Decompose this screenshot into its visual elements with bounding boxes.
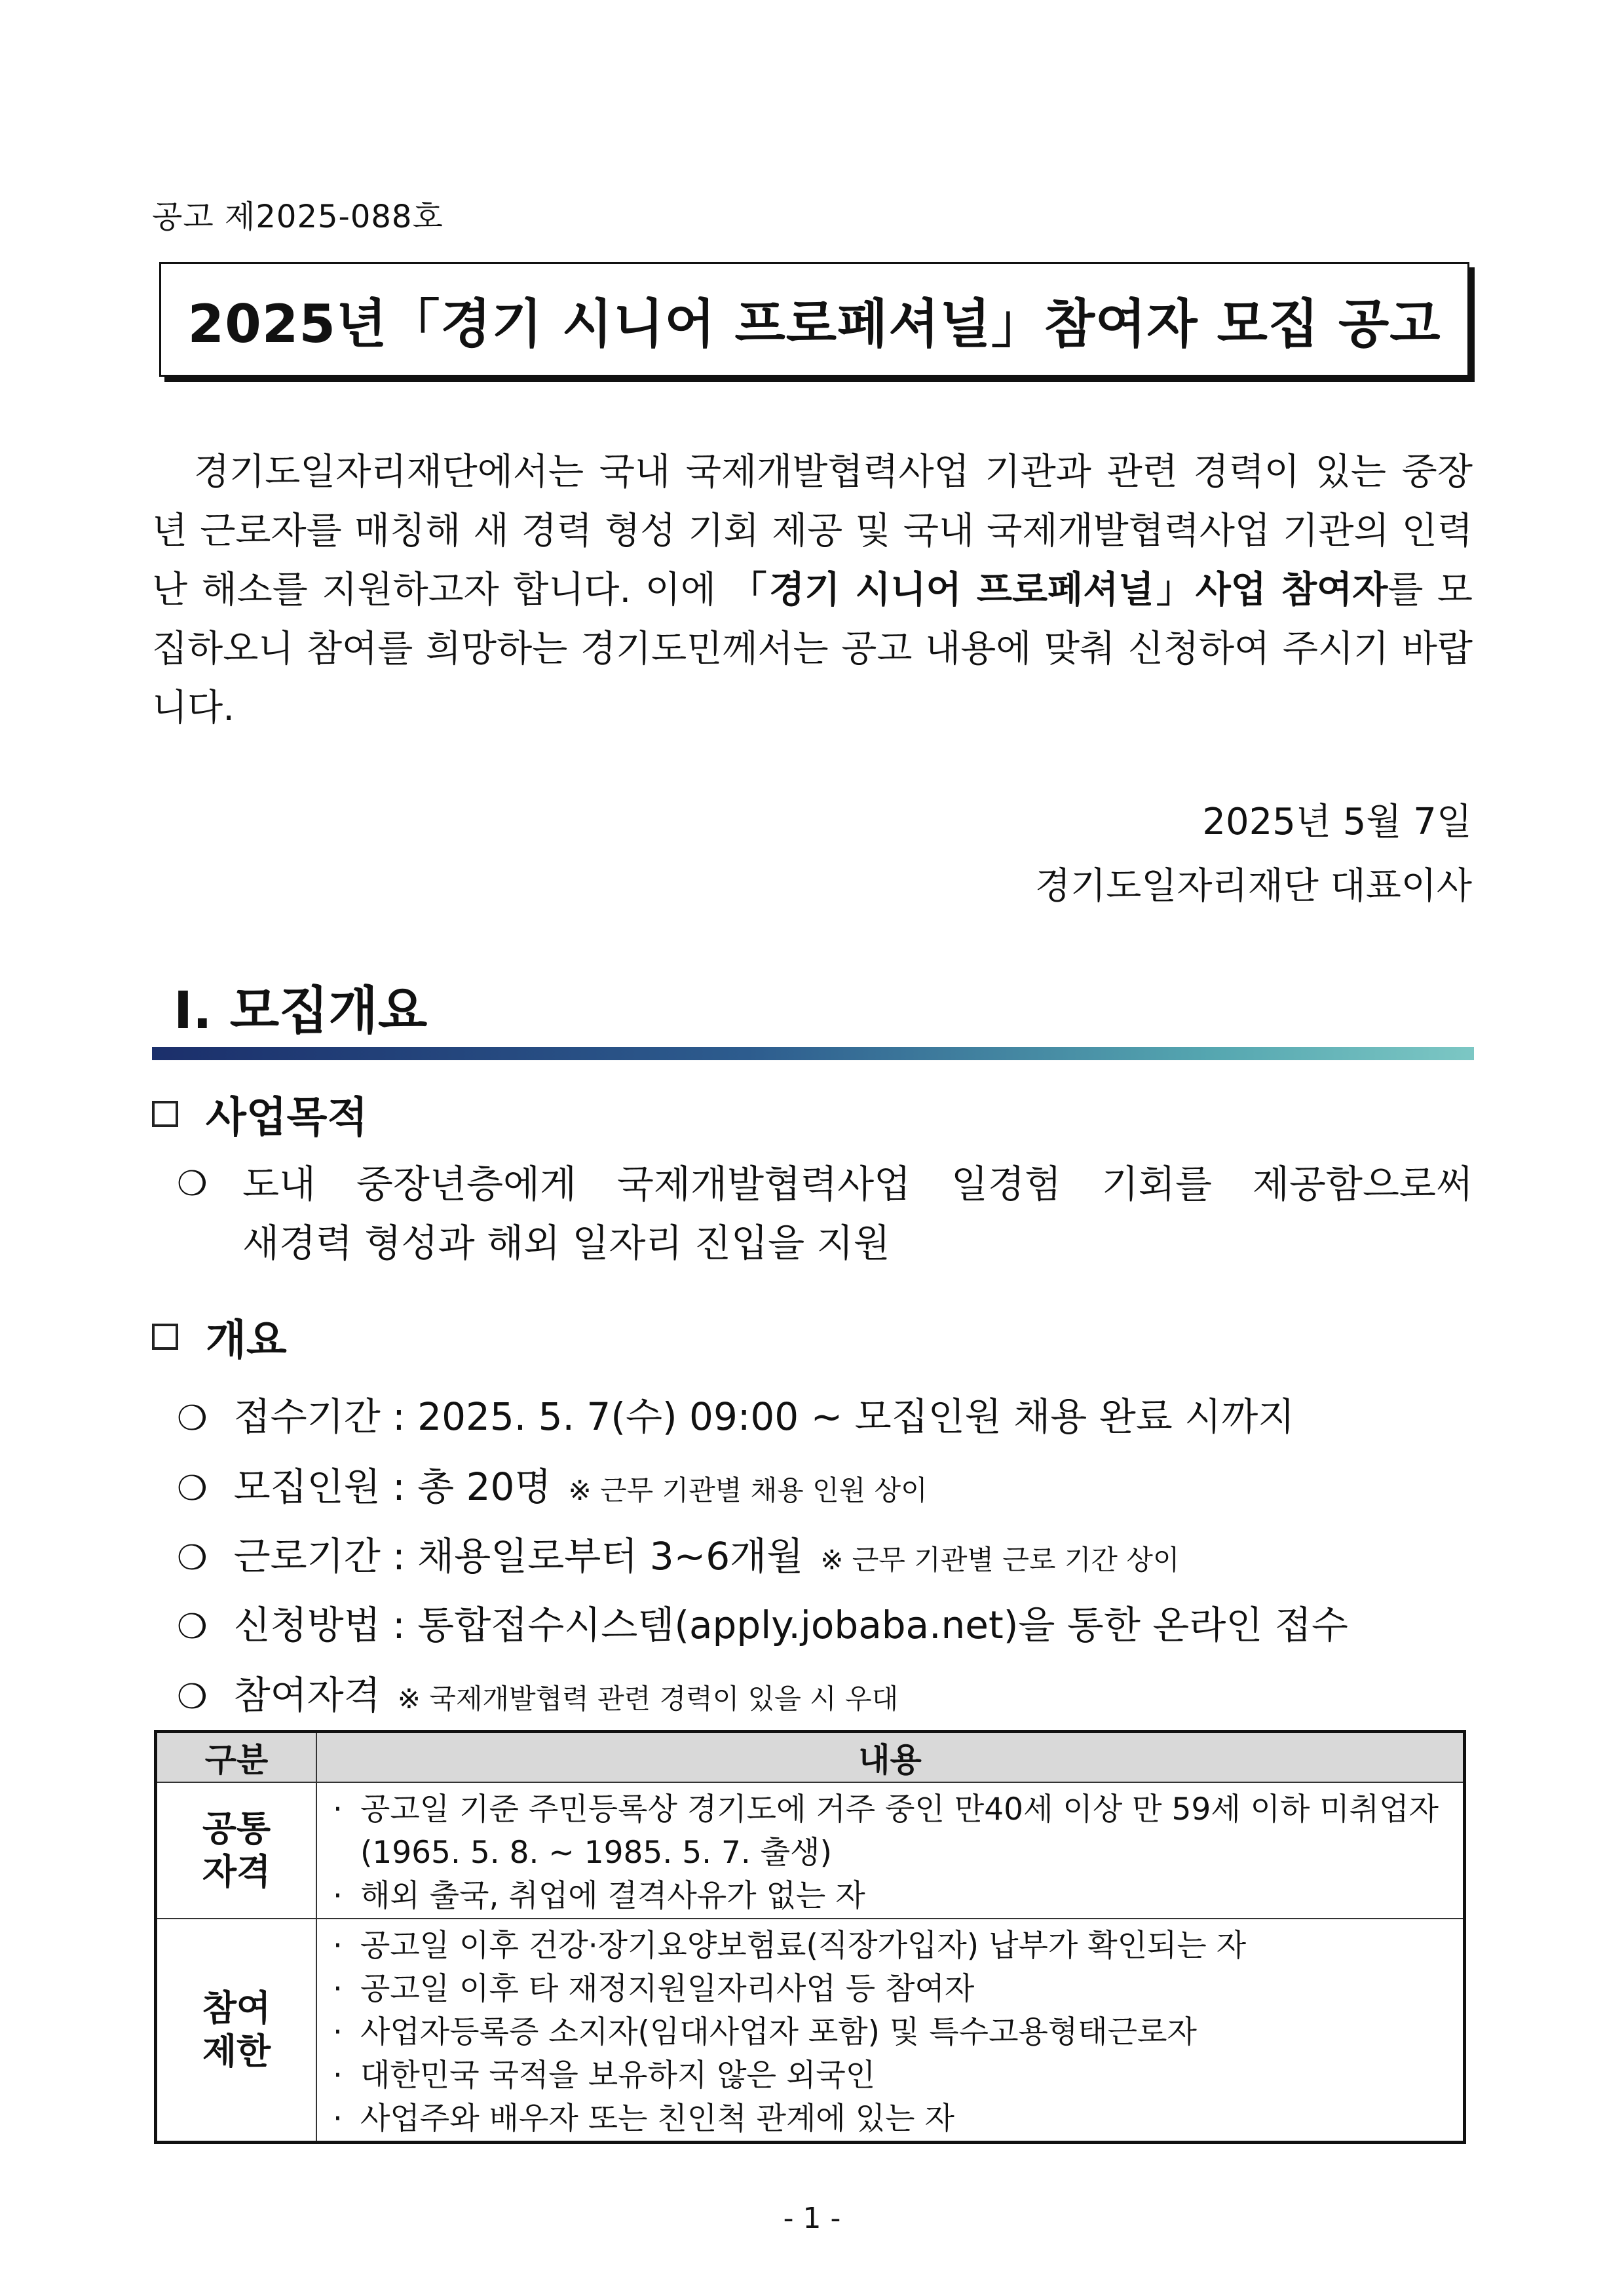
list-item-text: 공고일 이후 타 재정지원일자리사업 등 참여자: [360, 1971, 975, 2007]
list-item-text: 해외 출국, 취업에 결격사유가 없는 자: [360, 1878, 865, 1914]
circle-bullet-icon: ❍: [177, 1399, 208, 1438]
overview-value: 채용일로부터 3~6개월: [417, 1534, 804, 1578]
overview-label: 참여자격: [233, 1673, 381, 1717]
category-participation-restriction: 참여 제한: [202, 1987, 271, 2072]
list-item-text: 사업주와 배우자 또는 친인척 관계에 있는 자: [360, 2101, 954, 2137]
signature-org: 경기도일자리재단 대표이사: [1035, 865, 1472, 908]
intro-text-1: 경기도일자리재단에서는 국내 국제개발협력사업 기관과 관련 경력이 있는 중장년 근로자를 매칭해 새 경력 형성 기회 제공 및 국내 국제개발협력사업 기관의 인력난 해소를 지원하고자 합니다. 이에: [152, 451, 1473, 611]
circle-bullet-icon: ❍: [177, 1539, 208, 1578]
checkbox-square-icon: [152, 1101, 178, 1127]
overview-row: [177, 1664, 898, 1719]
table-category: [156, 1919, 317, 2143]
middle-dot-icon: ·: [333, 2057, 343, 2094]
page-number: - 1 -: [783, 2202, 841, 2235]
intro-paragraph: [152, 443, 1473, 738]
intro-text-bold: 「경기 시니어 프로페셔널」사업 참여자: [730, 569, 1388, 611]
purpose-line-2: 새경력 형성과 해외 일자리 진입을 지원: [242, 1221, 890, 1265]
section-divider: [152, 1047, 1474, 1060]
middle-dot-icon: ·: [333, 2014, 343, 2050]
section-title: Ⅰ. 모집개요: [174, 982, 428, 1041]
list-item: [333, 1968, 1450, 2011]
purpose-line-1: 도내 중장년층에게 국제개발협력사업 일경험 기회를 제공함으로써: [242, 1162, 1473, 1206]
overview-note: ※ 근무 기관별 근로 기간 상이: [820, 1544, 1180, 1576]
circle-bullet-icon: ❍: [177, 1469, 208, 1508]
table-row: [156, 1782, 1465, 1919]
table-header-content: 내용: [316, 1732, 1465, 1783]
list-item-text: 대한민국 국적을 보유하지 않은 외국인: [360, 2057, 876, 2094]
overview-row: ❍ 근로기간 : 채용일로부터 3~6개월 ※ 근무 기관별 근로 기간 상이: [177, 1525, 1179, 1580]
list-item-text: 공고일 기준 주민등록상 경기도에 거주 중인 만40세 이상 만 59세 이하 미취업자 (1965. 5. 8. ~ 1985. 5. 7. 출생): [360, 1791, 1439, 1871]
overview-note: ※ 근무 기관별 채용 인원 상이: [568, 1474, 928, 1506]
middle-dot-icon: ·: [333, 1928, 343, 1964]
list-item: [333, 1788, 1450, 1875]
table-items: [316, 1782, 1465, 1919]
category-common-qualification: 공통 자격: [202, 1808, 271, 1892]
overview-label: 접수기간: [233, 1394, 381, 1439]
middle-dot-icon: ·: [333, 1878, 343, 1914]
overview-value: 통합접수시스템(apply.jobaba.net)을 통한 온라인 접수: [417, 1603, 1348, 1647]
list-item-text: 사업자등록증 소지자(임대사업자 포함) 및 특수고용형태근로자: [360, 2014, 1197, 2050]
table-header-row: [156, 1732, 1465, 1783]
middle-dot-icon: ·: [333, 1791, 343, 1827]
overview-row: ❍ 모집인원 : 총 20명 ※ 근무 기관별 채용 인원 상이: [177, 1456, 928, 1511]
purpose-bullet: [177, 1155, 1473, 1272]
table-row: [156, 1919, 1465, 2143]
list-item: [333, 2011, 1450, 2054]
subsection-overview: [152, 1307, 287, 1367]
circle-bullet-icon: ❍: [177, 1677, 208, 1717]
list-item: [333, 2097, 1450, 2141]
list-item: [333, 2054, 1450, 2097]
list-item: [333, 1924, 1450, 1968]
title-box: [159, 262, 1469, 377]
overview-row: ❍ 신청방법 : 통합접수시스템(apply.jobaba.net)을 통한 온라인 접수: [177, 1594, 1348, 1649]
intro-text-2: 를 모집하오니 참여를 희망하는 경기도민께서는 공고 내용에 맞춰 신청하여 주시기 바랍니다.: [152, 569, 1473, 729]
overview-value: 2025. 5. 7(수) 09:00 ~ 모집인원 채용 완료 시까지: [417, 1394, 1295, 1439]
signature-date: 2025년 5월 7일: [1202, 801, 1472, 843]
overview-label: 신청방법: [233, 1603, 381, 1647]
subsection-overview-heading: 개요: [206, 1316, 287, 1365]
table-header-category: 구분: [156, 1732, 317, 1783]
table-items: [316, 1919, 1465, 2143]
subsection-purpose-heading: 사업목적: [206, 1094, 368, 1142]
list-item: [333, 1875, 1450, 1918]
notice-number: 공고 제2025-088호: [152, 199, 444, 235]
overview-value: 총 20명: [417, 1464, 552, 1509]
checkbox-square-icon: [152, 1324, 178, 1350]
page-title: 2025년「경기 시니어 프로페셔널」참여자 모집 공고: [187, 294, 1441, 354]
circle-bullet-icon: ❍: [177, 1607, 208, 1647]
overview-row: ❍ 접수기간 : 2025. 5. 7(수) 09:00 ~ 모집인원 채용 완료 시까지: [177, 1386, 1294, 1441]
list-item-text: 공고일 이후 건강·장기요양보험료(직장가입자) 납부가 확인되는 자: [360, 1928, 1247, 1964]
table-category: [156, 1782, 317, 1919]
overview-label: 모집인원: [233, 1464, 381, 1509]
overview-note: ※ 국제개발협력 관련 경력이 있을 시 우대: [397, 1683, 899, 1715]
middle-dot-icon: ·: [333, 1971, 343, 2007]
overview-label: 근로기간: [233, 1534, 381, 1578]
eligibility-table: [154, 1730, 1466, 2144]
subsection-purpose: [152, 1084, 368, 1144]
middle-dot-icon: ·: [333, 2101, 343, 2137]
circle-bullet-icon: ❍: [177, 1164, 208, 1204]
